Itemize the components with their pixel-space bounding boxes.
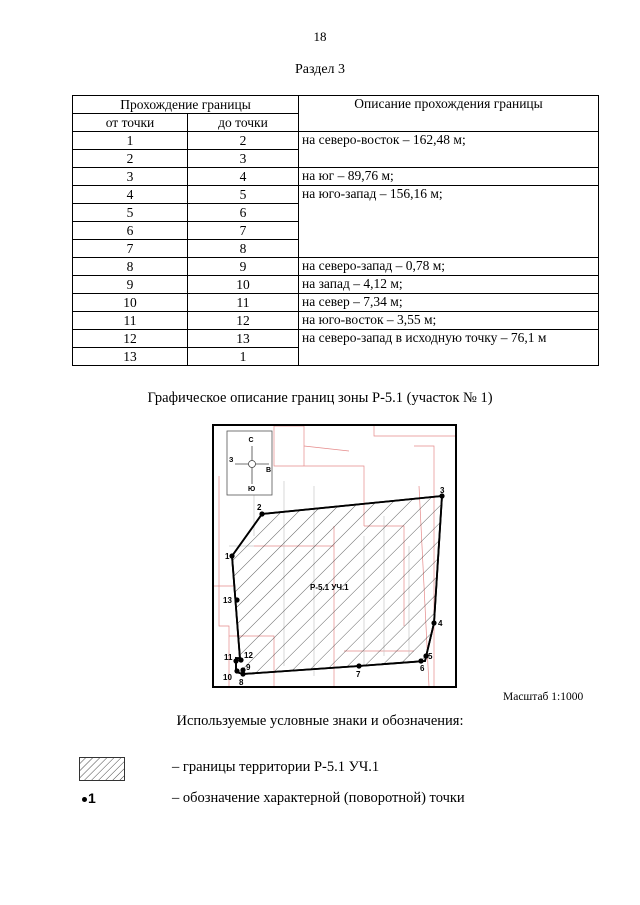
boundary-point [234,597,239,602]
header-from: от точки [73,114,188,132]
to-point: 1 [188,348,299,366]
to-point: 13 [188,330,299,348]
header-group: Прохождение границы [73,96,299,114]
to-point: 9 [188,258,299,276]
description-cell: на северо-запад – 0,78 м; [299,258,599,276]
from-point: 7 [73,240,188,258]
point-label: 4 [438,619,443,628]
point-label: 7 [356,670,361,679]
table-row [73,186,599,204]
legend-point-number: 1 [88,790,96,806]
map-frame [212,424,457,688]
point-label: 11 [224,653,233,662]
to-point: 11 [188,294,299,312]
boundary-point [229,553,234,558]
table-row [73,276,599,294]
point-label: 12 [244,651,253,660]
point-label: 6 [420,664,425,673]
from-point: 8 [73,258,188,276]
point-label: 9 [246,663,251,672]
legend-point-text: – обозначение характерной (поворотной) точки [172,790,465,806]
page-number: 18 [313,29,327,44]
graphic-title: Графическое описание границ зоны Р-5.1 (участок № 1) [147,390,493,406]
point-label: 2 [257,503,262,512]
point-label: 5 [428,652,433,661]
zone-label: Р-5.1 УЧ.1 [310,583,349,592]
compass-south: Ю [248,486,256,493]
from-point: 9 [73,276,188,294]
point-label: 1 [225,552,230,561]
table-row [73,258,599,276]
compass [227,431,272,495]
to-point: 5 [188,186,299,204]
from-point: 1 [73,132,188,150]
from-point: 2 [73,150,188,168]
to-point: 12 [188,312,299,330]
legend-point-symbol [82,790,96,806]
from-point: 5 [73,204,188,222]
from-point: 10 [73,294,188,312]
legend-title: Используемые условные знаки и обозначения: [176,713,464,729]
legend-hatch-symbol [79,757,125,781]
header-to: до точки [188,114,299,132]
from-point: 12 [73,330,188,348]
boundary-point [240,667,245,672]
from-point: 6 [73,222,188,240]
from-point: 11 [73,312,188,330]
table-row [73,312,599,330]
to-point: 2 [188,132,299,150]
boundary-point [356,663,361,668]
to-point: 10 [188,276,299,294]
table-row [73,168,599,186]
table-row [73,294,599,312]
from-point: 4 [73,186,188,204]
point-label: 13 [223,596,232,605]
zone-map [214,426,455,686]
scale-text: Масштаб 1:1000 [503,691,584,703]
description-cell: на север – 7,34 м; [299,294,599,312]
point-label: 3 [440,486,445,495]
table-row [73,330,599,348]
section-title: Раздел 3 [294,62,346,77]
from-point: 3 [73,168,188,186]
boundary-point [238,657,243,662]
to-point: 4 [188,168,299,186]
from-point: 13 [73,348,188,366]
table-row [73,132,599,150]
boundary-point [233,658,238,663]
boundary-point [259,511,264,516]
description-cell: на северо-запад в исходную точку – 76,1 м [299,330,599,366]
description-cell: на юг – 89,76 м; [299,168,599,186]
boundary-table [72,95,599,366]
compass-north: С [248,437,254,444]
to-point: 8 [188,240,299,258]
compass-west: З [229,457,234,464]
boundary-point [431,620,436,625]
description-cell: на запад – 4,12 м; [299,276,599,294]
to-point: 6 [188,204,299,222]
compass-east: В [266,467,272,474]
header-description: Описание прохождения границы [299,96,599,132]
point-label: 8 [239,678,244,686]
point-label: 10 [223,673,232,682]
description-cell: на юго-запад – 156,16 м; [299,186,599,258]
description-cell: на северо-восток – 162,48 м; [299,132,599,168]
boundary-point [234,668,239,673]
legend-boundary-text: – границы территории Р-5.1 УЧ.1 [172,759,380,775]
boundary-point [418,658,423,663]
to-point: 7 [188,222,299,240]
description-cell: на юго-восток – 3,55 м; [299,312,599,330]
to-point: 3 [188,150,299,168]
